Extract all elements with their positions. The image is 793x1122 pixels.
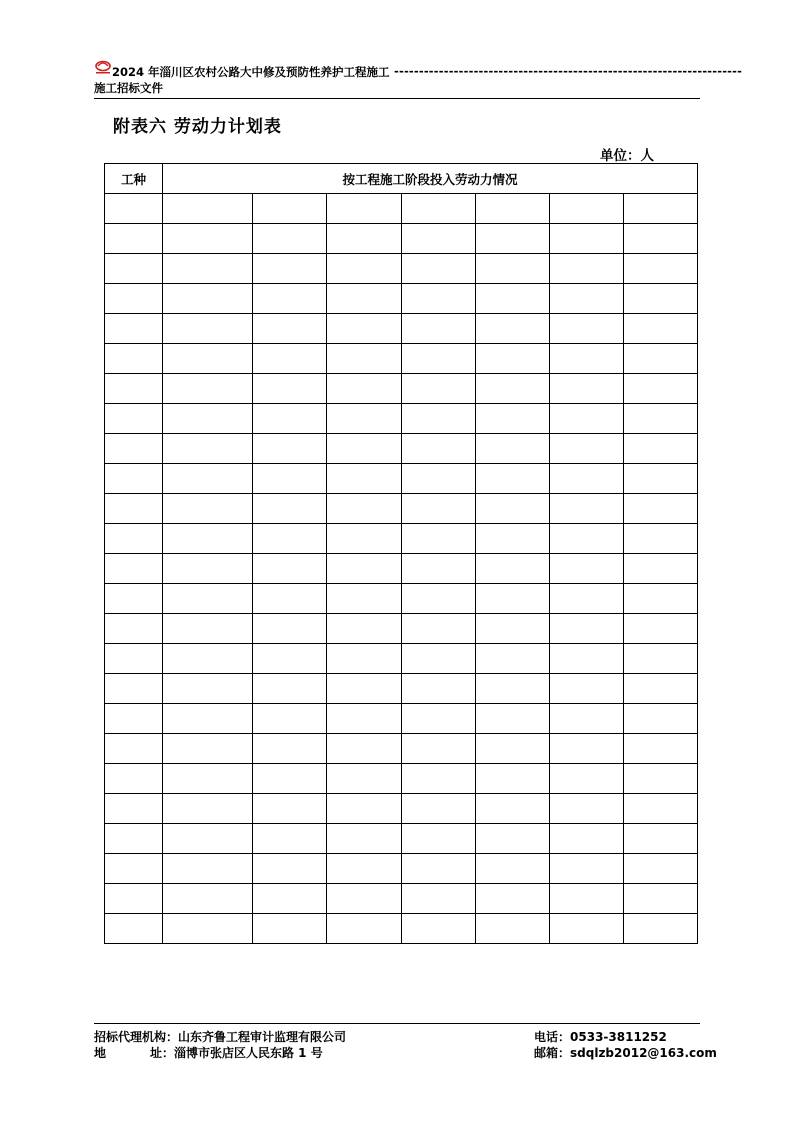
table-cell (476, 824, 550, 854)
table-cell (624, 614, 698, 644)
table-cell (105, 554, 163, 584)
table-cell (476, 614, 550, 644)
table-cell (105, 854, 163, 884)
footer-address (94, 1044, 323, 1061)
table-cell (253, 824, 327, 854)
table-cell (163, 794, 253, 824)
table-cell (550, 614, 624, 644)
table-cell (476, 464, 550, 494)
table-row (105, 464, 698, 494)
page-title: 附表六 劳动力计划表 (113, 117, 282, 137)
table-cell (624, 884, 698, 914)
table-row (105, 614, 698, 644)
table-cell (550, 554, 624, 584)
table-cell (253, 614, 327, 644)
table-cell (253, 224, 327, 254)
table-cell (327, 584, 402, 614)
table-row (105, 404, 698, 434)
table-row (105, 854, 698, 884)
table-cell (163, 344, 253, 374)
table-cell (327, 524, 402, 554)
table-cell (327, 764, 402, 794)
table-cell (163, 554, 253, 584)
table-cell (476, 734, 550, 764)
table-cell (550, 584, 624, 614)
footer-agency (94, 1028, 346, 1045)
table-cell (402, 284, 476, 314)
table-row (105, 224, 698, 254)
table-cell (402, 674, 476, 704)
table-cell (402, 464, 476, 494)
table-cell (105, 764, 163, 794)
table-cell (476, 254, 550, 284)
table-cell (163, 224, 253, 254)
table-cell (476, 884, 550, 914)
table-cell (253, 494, 327, 524)
table-cell (105, 434, 163, 464)
company-logo-icon (94, 60, 112, 76)
table-cell (624, 404, 698, 434)
table-cell (402, 884, 476, 914)
table-header-row (105, 164, 698, 194)
table-cell (476, 764, 550, 794)
table-cell (163, 854, 253, 884)
table-cell (327, 824, 402, 854)
table-cell (253, 554, 327, 584)
table-cell (402, 854, 476, 884)
table-cell (105, 614, 163, 644)
table-cell (163, 524, 253, 554)
footer-phone (534, 1028, 667, 1045)
table-cell (402, 254, 476, 284)
table-cell (550, 194, 624, 224)
table-cell (253, 194, 327, 224)
table-cell (550, 884, 624, 914)
table-cell (105, 374, 163, 404)
table-cell (402, 224, 476, 254)
table-cell (550, 254, 624, 284)
footer-email (534, 1044, 717, 1061)
table-row (105, 374, 698, 404)
table-cell (105, 914, 163, 944)
table-cell (163, 824, 253, 854)
header-project-title: 2024 年淄川区农村公路大中修及预防性养护工程施工 (112, 65, 390, 79)
table-cell (327, 434, 402, 464)
labor-plan-table (104, 163, 698, 944)
table-cell (624, 314, 698, 344)
table-cell (163, 434, 253, 464)
email-value: sdqlzb2012@163.com (570, 1046, 717, 1060)
table-row (105, 314, 698, 344)
unit-label: 单位：人 (600, 148, 654, 164)
table-cell (476, 584, 550, 614)
table-cell (476, 314, 550, 344)
table-row (105, 704, 698, 734)
table-cell (253, 314, 327, 344)
table-cell (550, 284, 624, 314)
table-cell (476, 224, 550, 254)
table-cell (327, 794, 402, 824)
table-cell (476, 404, 550, 434)
table-cell (402, 554, 476, 584)
address-label-a: 地 (94, 1046, 107, 1060)
table-cell (327, 404, 402, 434)
table-row (105, 734, 698, 764)
agency-name: 山东齐鲁工程审计监理有限公司 (178, 1030, 347, 1044)
table-row (105, 914, 698, 944)
table-row (105, 764, 698, 794)
table-cell (624, 584, 698, 614)
table-cell (624, 434, 698, 464)
table-row (105, 824, 698, 854)
table-cell (550, 494, 624, 524)
table-cell (402, 644, 476, 674)
table-cell (163, 404, 253, 434)
table-cell (163, 314, 253, 344)
table-cell (163, 494, 253, 524)
table-cell (476, 194, 550, 224)
table-cell (253, 254, 327, 284)
table-cell (624, 194, 698, 224)
table-cell (550, 434, 624, 464)
table-cell (550, 764, 624, 794)
table-cell (327, 374, 402, 404)
agency-label: 招标代理机构： (94, 1030, 179, 1044)
table-cell (253, 914, 327, 944)
table-cell (402, 734, 476, 764)
table-cell (476, 434, 550, 464)
table-row (105, 794, 698, 824)
table-cell (163, 914, 253, 944)
table-cell (402, 794, 476, 824)
table-row (105, 524, 698, 554)
table-cell (624, 224, 698, 254)
table-cell (105, 194, 163, 224)
table-cell (624, 284, 698, 314)
email-label: 邮箱： (534, 1046, 571, 1060)
table-cell (402, 194, 476, 224)
table-cell (624, 704, 698, 734)
header-trade: 工种 (105, 164, 163, 194)
table-cell (550, 914, 624, 944)
table-cell (550, 824, 624, 854)
table-cell (105, 314, 163, 344)
table-cell (327, 224, 402, 254)
table-cell (476, 284, 550, 314)
table-cell (105, 584, 163, 614)
table-row (105, 674, 698, 704)
table-cell (624, 674, 698, 704)
table-cell (402, 764, 476, 794)
table-cell (327, 614, 402, 644)
table-row (105, 494, 698, 524)
table-cell (253, 704, 327, 734)
table-row (105, 434, 698, 464)
table-cell (163, 284, 253, 314)
table-cell (402, 434, 476, 464)
address-value: 淄博市张店区人民东路 1 号 (174, 1046, 323, 1060)
table-cell (550, 854, 624, 884)
table-cell (476, 704, 550, 734)
table-cell (624, 494, 698, 524)
table-cell (476, 374, 550, 404)
table-cell (327, 494, 402, 524)
table-row (105, 884, 698, 914)
table-cell (163, 764, 253, 794)
table-cell (253, 584, 327, 614)
table-cell (105, 674, 163, 704)
table-cell (624, 374, 698, 404)
table-cell (476, 674, 550, 704)
table-cell (105, 494, 163, 524)
table-cell (253, 644, 327, 674)
table-cell (624, 794, 698, 824)
table-cell (624, 344, 698, 374)
table-cell (327, 464, 402, 494)
table-cell (402, 614, 476, 644)
table-cell (105, 344, 163, 374)
table-cell (327, 314, 402, 344)
table-cell (550, 404, 624, 434)
table-cell (105, 794, 163, 824)
table-cell (253, 884, 327, 914)
table-cell (624, 254, 698, 284)
table-cell (402, 374, 476, 404)
table-cell (327, 854, 402, 884)
table-cell (253, 674, 327, 704)
address-label-b: 址： (149, 1046, 174, 1060)
table-cell (402, 344, 476, 374)
table-cell (550, 224, 624, 254)
header-doc-type: 施工招标文件 (94, 81, 163, 95)
table-cell (327, 914, 402, 944)
table-cell (402, 824, 476, 854)
table-cell (624, 854, 698, 884)
table-cell (253, 404, 327, 434)
table-cell (624, 554, 698, 584)
table-cell (163, 704, 253, 734)
table-cell (253, 794, 327, 824)
table-cell (253, 284, 327, 314)
table-cell (624, 824, 698, 854)
phone-label: 电话： (534, 1030, 571, 1044)
table-body (105, 194, 698, 944)
table-cell (402, 524, 476, 554)
table-cell (253, 854, 327, 884)
table-cell (402, 704, 476, 734)
header-labor-by-stage: 按工程施工阶段投入劳动力情况 (163, 164, 698, 194)
table-row (105, 584, 698, 614)
table-cell (105, 224, 163, 254)
table-cell (402, 584, 476, 614)
table-cell (550, 794, 624, 824)
table-cell (624, 764, 698, 794)
table-cell (624, 734, 698, 764)
table-cell (476, 524, 550, 554)
table-cell (253, 524, 327, 554)
table-cell (550, 314, 624, 344)
header-dash-rule: ---------------------------------------------------------------------- (394, 64, 743, 78)
table-row (105, 644, 698, 674)
page-header (94, 58, 743, 99)
table-cell (327, 554, 402, 584)
table-cell (253, 434, 327, 464)
table-cell (163, 734, 253, 764)
table-cell (624, 914, 698, 944)
table-cell (163, 374, 253, 404)
table-cell (253, 464, 327, 494)
table-cell (402, 314, 476, 344)
table-cell (105, 524, 163, 554)
table-cell (624, 464, 698, 494)
table-cell (253, 344, 327, 374)
table-row (105, 254, 698, 284)
table-cell (327, 644, 402, 674)
table-cell (163, 674, 253, 704)
table-cell (550, 464, 624, 494)
table-cell (253, 734, 327, 764)
table-cell (163, 614, 253, 644)
table-cell (402, 404, 476, 434)
table-cell (105, 884, 163, 914)
table-cell (476, 794, 550, 824)
table-cell (476, 914, 550, 944)
table-cell (476, 644, 550, 674)
table-row (105, 344, 698, 374)
table-cell (163, 644, 253, 674)
table-cell (163, 584, 253, 614)
table-cell (550, 734, 624, 764)
table-cell (105, 404, 163, 434)
page-footer (94, 1023, 717, 1060)
table-cell (105, 704, 163, 734)
table-cell (327, 284, 402, 314)
table-cell (105, 824, 163, 854)
table-cell (327, 344, 402, 374)
table-cell (327, 884, 402, 914)
table-cell (163, 884, 253, 914)
table-cell (327, 254, 402, 284)
table-cell (476, 494, 550, 524)
table-cell (550, 374, 624, 404)
table-cell (624, 524, 698, 554)
table-cell (550, 674, 624, 704)
table-cell (402, 494, 476, 524)
table-cell (163, 254, 253, 284)
table-cell (105, 644, 163, 674)
table-cell (476, 554, 550, 584)
table-cell (327, 194, 402, 224)
table-cell (163, 194, 253, 224)
table-row (105, 194, 698, 224)
table-cell (550, 344, 624, 374)
table-cell (105, 734, 163, 764)
table-cell (163, 464, 253, 494)
table-cell (327, 704, 402, 734)
table-cell (550, 524, 624, 554)
table-cell (624, 644, 698, 674)
table-cell (550, 644, 624, 674)
table-cell (476, 344, 550, 374)
table-cell (327, 734, 402, 764)
table-cell (327, 674, 402, 704)
table-cell (402, 914, 476, 944)
table-cell (105, 284, 163, 314)
table-cell (105, 464, 163, 494)
phone-value: 0533-3811252 (570, 1030, 667, 1044)
table-cell (550, 704, 624, 734)
table-row (105, 554, 698, 584)
table-cell (253, 374, 327, 404)
table-cell (476, 854, 550, 884)
table-row (105, 284, 698, 314)
table-cell (105, 254, 163, 284)
table-cell (253, 764, 327, 794)
